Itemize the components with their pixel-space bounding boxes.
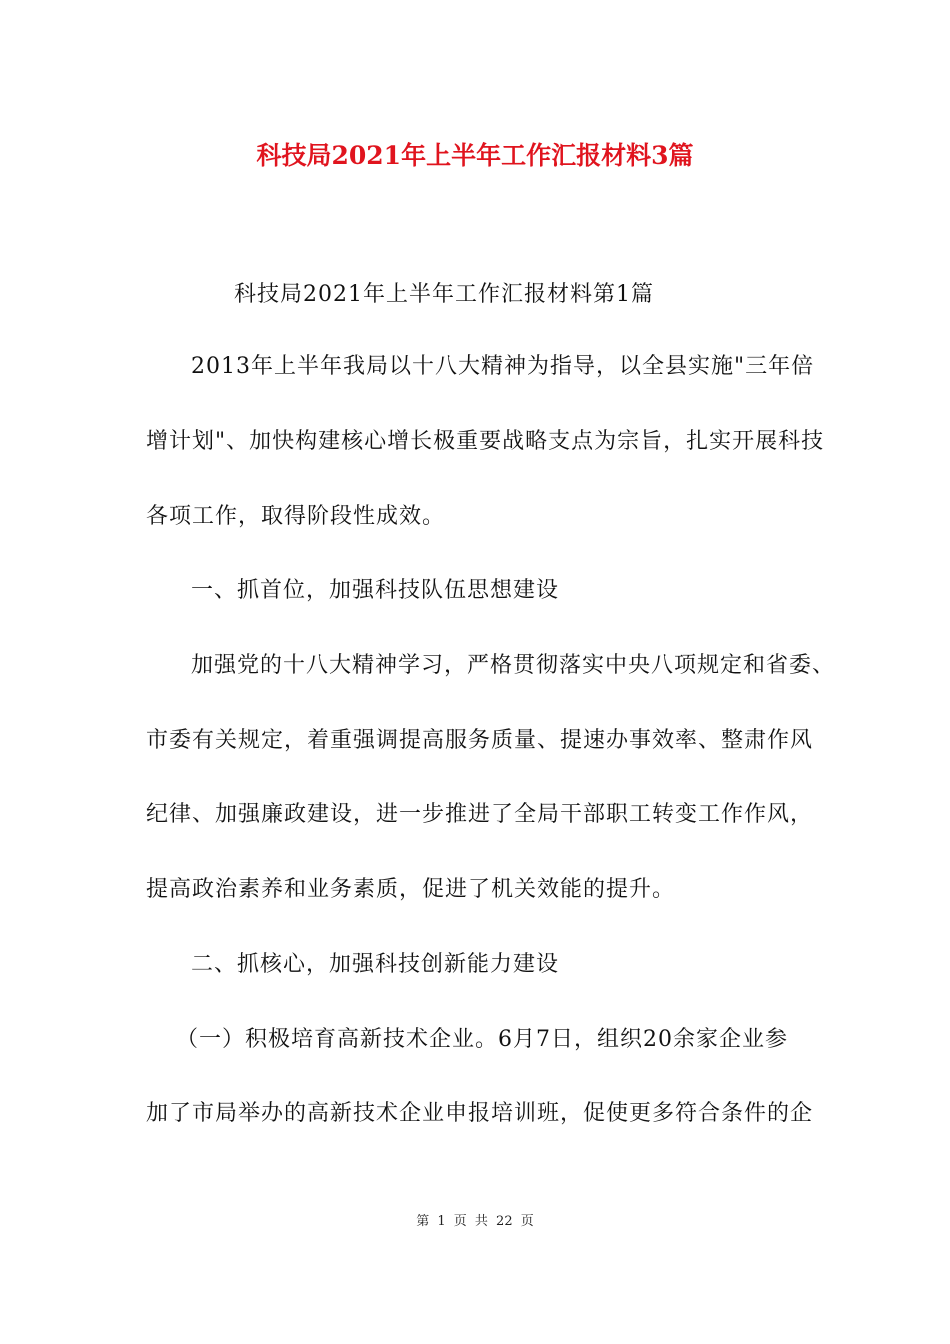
paragraph-line: 加了市局举办的高新技术企业申报培训班，促使更多符合条件的企 <box>146 1101 814 1126</box>
paragraph-line: 提高政治素养和业务素质，促进了机关效能的提升。 <box>146 877 676 902</box>
paragraph-line: 增计划"、加快构建核心增长极重要战略支点为宗旨，扎实开展科技 <box>146 429 825 454</box>
paragraph-line: 纪律、加强廉政建设，进一步推进了全局干部职工转变工作作风， <box>146 802 814 827</box>
section-heading: 一、抓首位，加强科技队伍思想建设 <box>191 578 560 603</box>
paragraph-line: （一）积极培育高新技术企业。6月7日，组织20余家企业参 <box>176 1027 788 1052</box>
document-title: 科技局2021年上半年工作汇报材料3篇 <box>256 141 694 170</box>
paragraph-line: 加强党的十八大精神学习，严格贯彻落实中央八项规定和省委、 <box>191 653 836 678</box>
section-heading: 二、抓核心，加强科技创新能力建设 <box>191 952 560 977</box>
section-subtitle: 科技局2021年上半年工作汇报材料第1篇 <box>234 282 654 307</box>
paragraph-line: 2013年上半年我局以十八大精神为指导，以全县实施"三年倍 <box>191 354 815 379</box>
paragraph-line: 各项工作，取得阶段性成效。 <box>146 504 446 529</box>
paragraph-line: 市委有关规定，着重强调提高服务质量、提速办事效率、整肃作风 <box>146 728 814 753</box>
page-footer: 第 1 页 共 22 页 <box>416 1214 534 1229</box>
